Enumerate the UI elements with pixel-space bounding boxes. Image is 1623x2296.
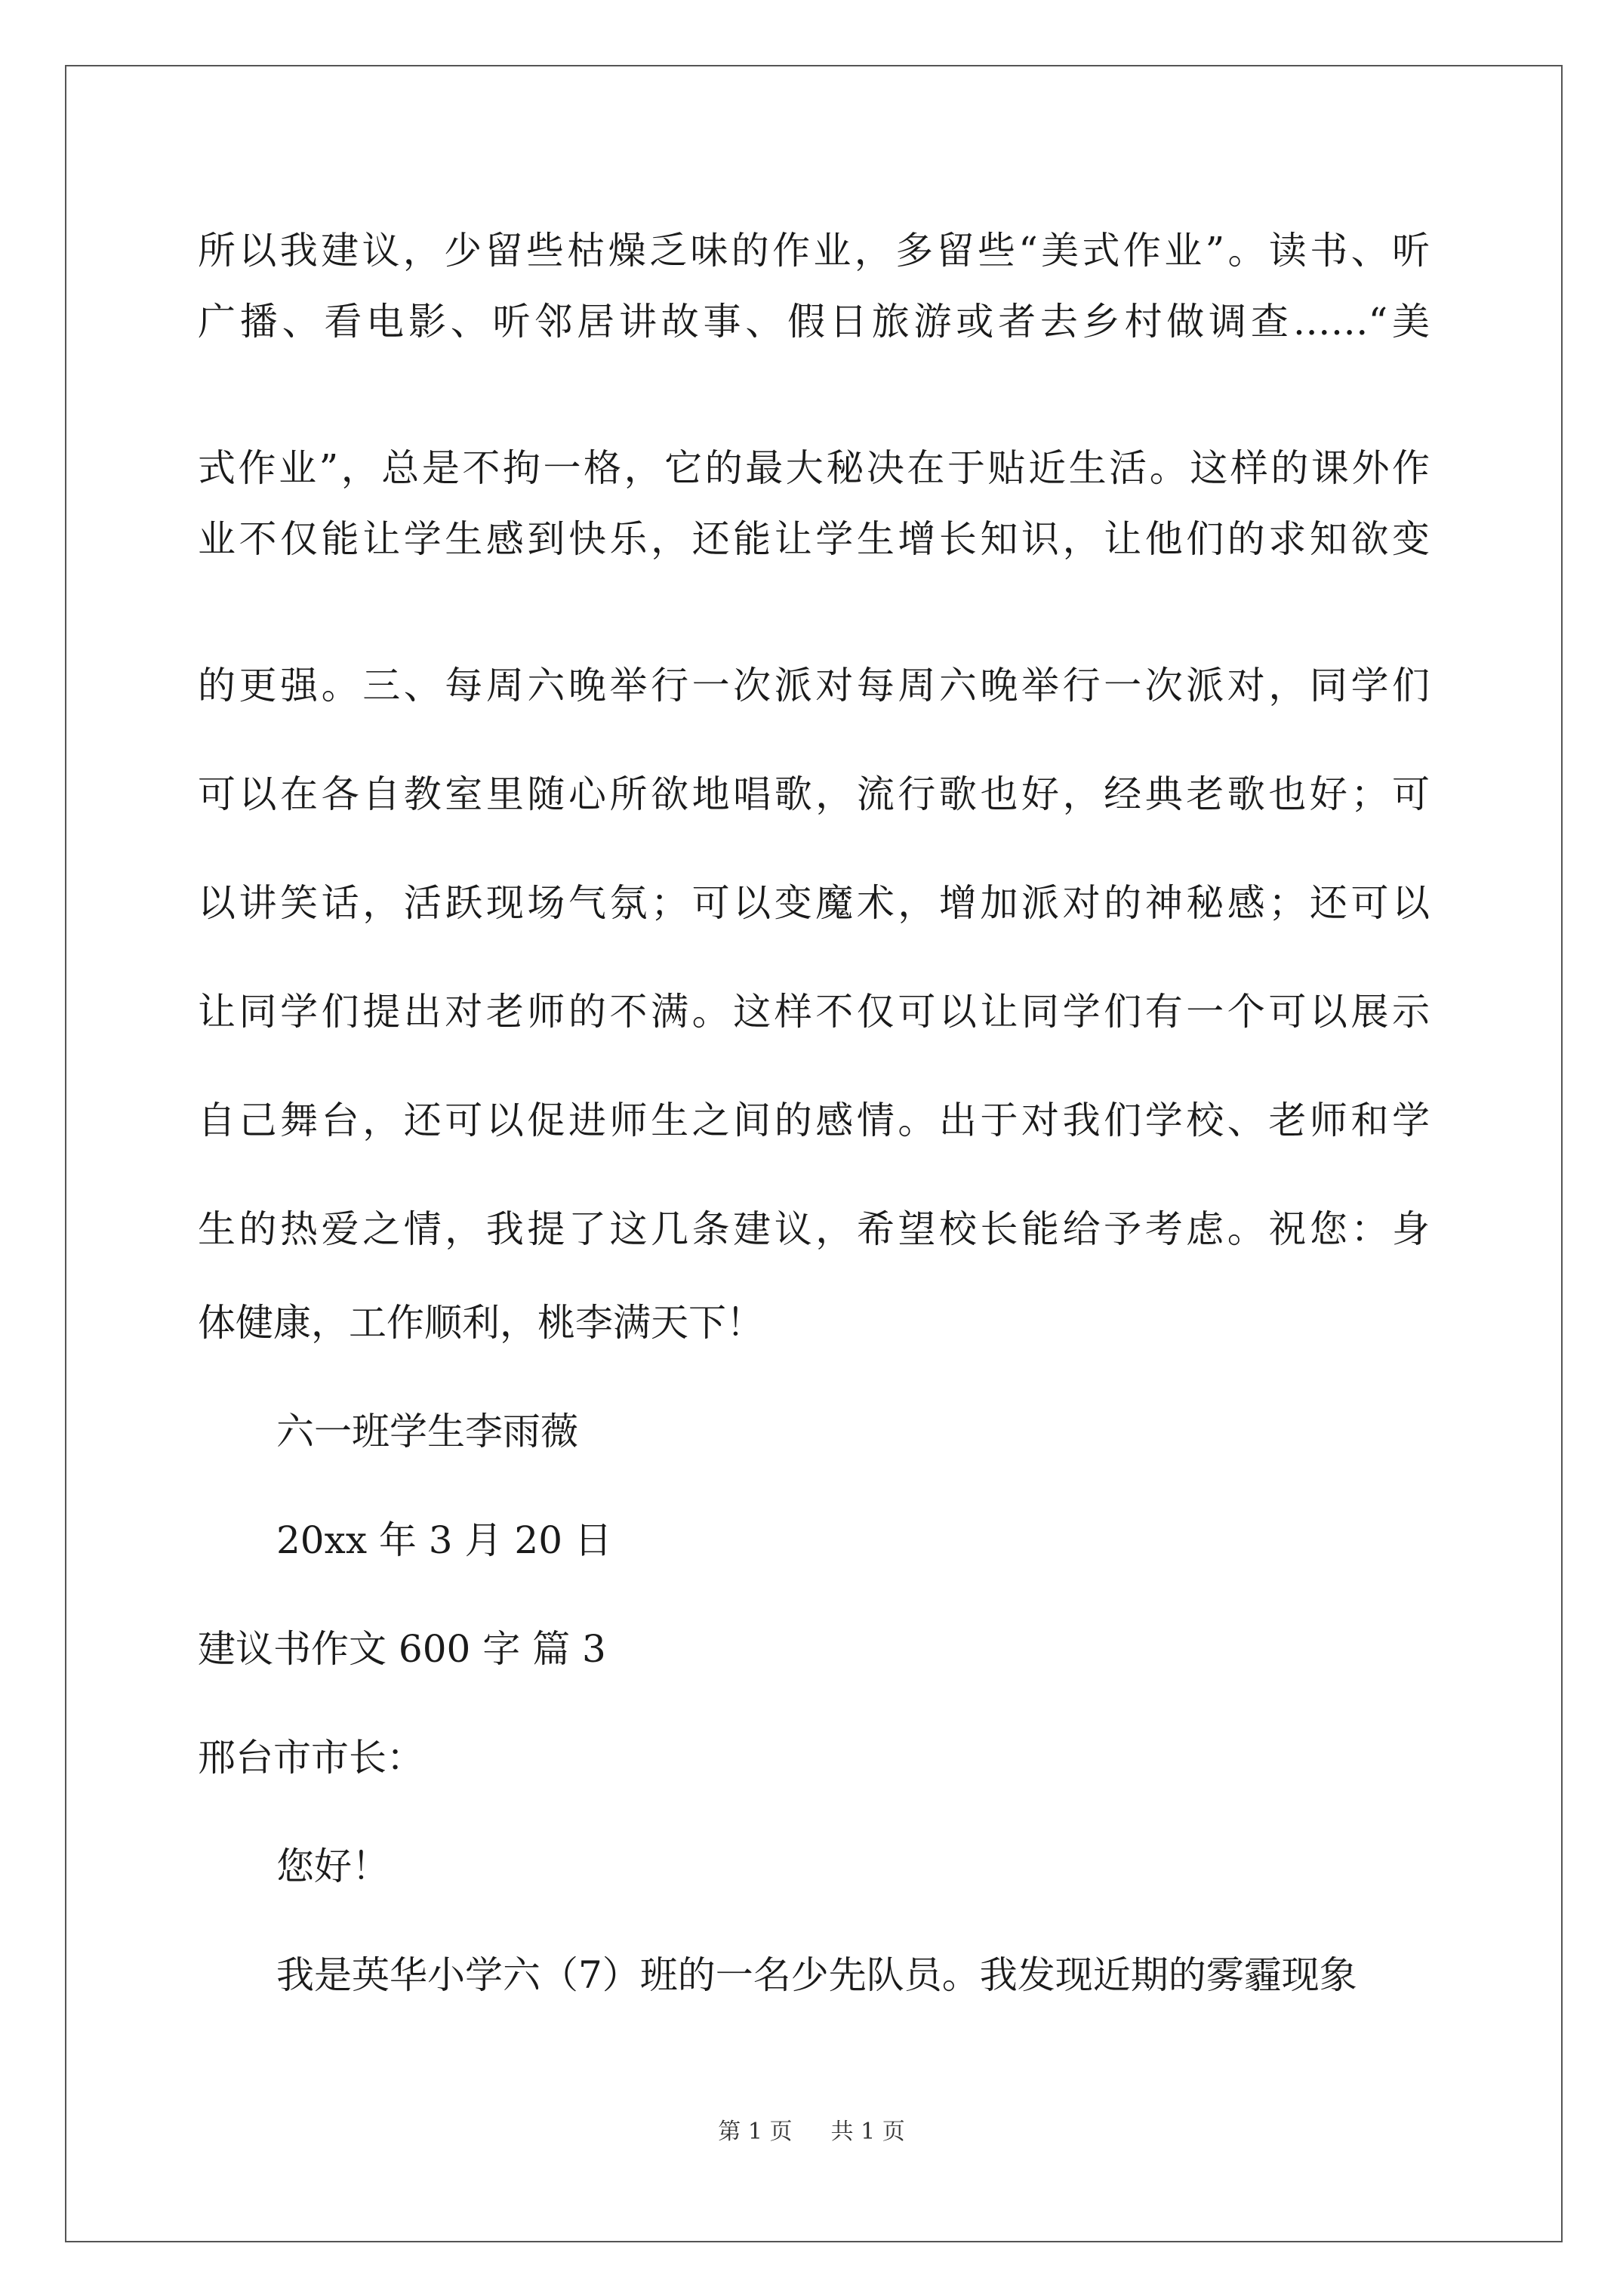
section-heading: 建议书作文 600 字 篇 3 (198, 1627, 606, 1671)
body-line: 广播、看电影、听邻居讲故事、假日旅游或者去乡村做调查……“美 (198, 300, 1430, 344)
body-line: 业不仅能让学生感到快乐，还能让学生增长知识，让他们的求知欲变 (198, 517, 1430, 561)
body-line: 所以我建议，少留些枯燥乏味的作业，多留些“美式作业”。读书、听 (198, 229, 1430, 273)
body-line: 让同学们提出对老师的不满。这样不仅可以让同学们有一个可以展示 (198, 990, 1430, 1034)
body-line: 以讲笑话，活跃现场气氛；可以变魔术，增加派对的神秘感；还可以 (198, 881, 1430, 925)
page-total: 共 1 页 (830, 2119, 905, 2145)
date: 20xx 年 3 月 20 日 (276, 1518, 612, 1562)
page-number: 第 1 页 (718, 2119, 793, 2145)
body-line: 可以在各自教室里随心所欲地唱歌，流行歌也好，经典老歌也好；可 (198, 772, 1430, 816)
signature: 六一班学生李雨薇 (276, 1410, 578, 1453)
body-line: 自己舞台，还可以促进师生之间的感情。出于对我们学校、老师和学 (198, 1099, 1430, 1142)
page-border (65, 65, 1563, 2242)
body-line: 式作业”，总是不拘一格，它的最大秘决在于贴近生活。这样的课外作 (198, 446, 1430, 490)
body-line: 体健康，工作顺利，桃李满天下！ (198, 1301, 764, 1345)
addressee: 邢台市市长： (198, 1736, 424, 1780)
greeting: 您好！ (276, 1845, 390, 1888)
body-line: 的更强。三、每周六晚举行一次派对每周六晚举行一次派对，同学们 (198, 664, 1430, 707)
body-line: 生的热爱之情，我提了这几条建议，希望校长能给予考虑。祝您：身 (198, 1207, 1430, 1251)
page-footer (0, 2119, 1623, 2146)
paragraph-start: 我是英华小学六（7）班的一名少先队员。我发现近期的雾霾现象 (276, 1953, 1357, 1997)
